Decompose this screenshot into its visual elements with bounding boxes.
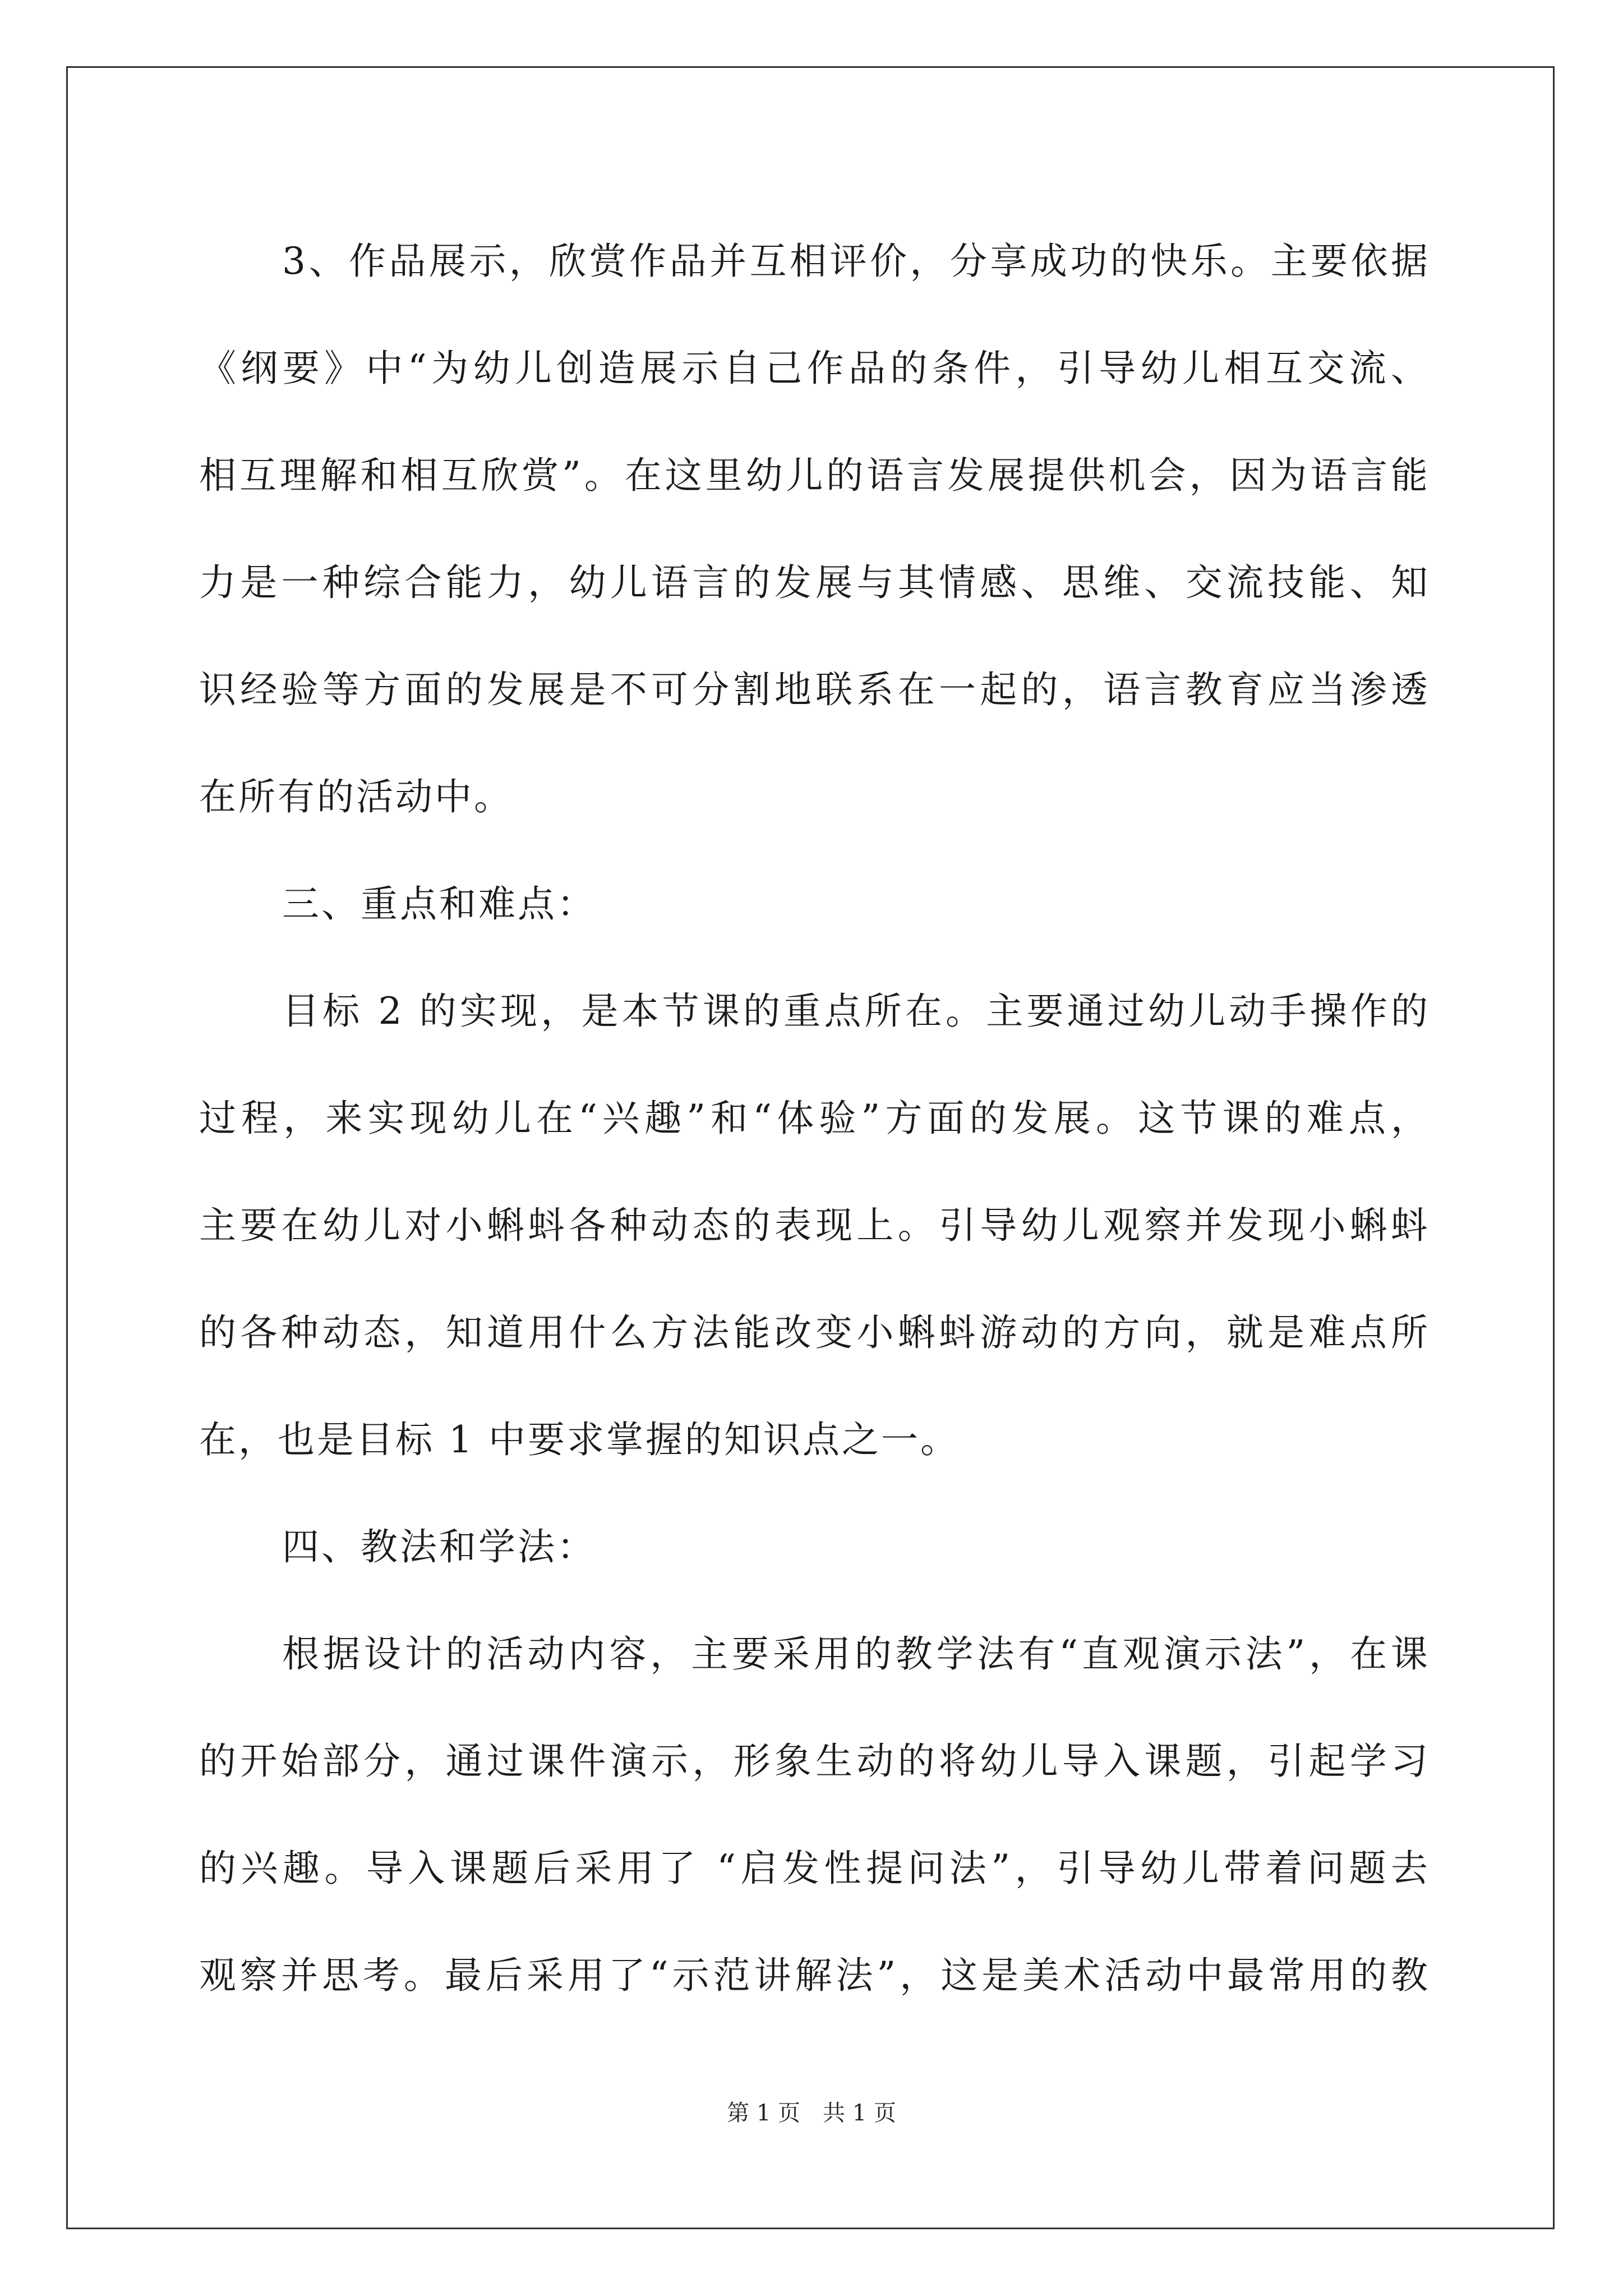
section-heading: 四、教法和学法： [282,1525,596,1568]
paragraph-line: 过程，来实现幼儿在“兴趣”和“体验”方面的发展。这节课的难点， [199,1097,1430,1140]
paragraph-line: 力是一种综合能力，幼儿语言的发展与其情感、思维、交流技能、知 [199,561,1430,604]
paragraph-line: 在所有的活动中。 [199,775,513,818]
paragraph-line: 相互理解和相互欣赏”。在这里幼儿的语言发展提供机会，因为语言能 [199,454,1430,497]
section-heading: 三、重点和难点： [282,882,596,926]
document-body [199,208,1430,2029]
paragraph-line: 的开始部分，通过课件演示，形象生动的将幼儿导入课题，引起学习 [199,1740,1430,1783]
paragraph-line: 在，也是目标 1 中要求掌握的知识点之一。 [199,1418,960,1461]
paragraph-line: 识经验等方面的发展是不可分割地联系在一起的，语言教育应当渗透 [199,668,1430,711]
paragraph-line: 根据设计的活动内容，主要采用的教学法有“直观演示法”，在课 [282,1632,1430,1676]
paragraph-line: 3、作品展示，欣赏作品并互相评价，分享成功的快乐。主要依据 [282,240,1430,283]
paragraph-line: 观察并思考。最后采用了“示范讲解法”，这是美术活动中最常用的教 [199,1954,1430,1997]
paragraph-line: 《纲要》中“为幼儿创造展示自己作品的条件，引导幼儿相互交流、 [199,347,1430,390]
paragraph-line: 的各种动态，知道用什么方法能改变小蝌蚪游动的方向，就是难点所 [199,1311,1430,1354]
paragraph-line: 主要在幼儿对小蝌蚪各种动态的表现上。引导幼儿观察并发现小蝌蚪 [199,1204,1430,1247]
paragraph-line: 目标 2 的实现，是本节课的重点所在。主要通过幼儿动手操作的 [282,990,1430,1033]
page-footer: 第 1 页 共 1 页 [727,2100,896,2126]
paragraph-line: 的兴趣。导入课题后采用了 “启发性提问法”，引导幼儿带着问题去 [199,1847,1430,1890]
